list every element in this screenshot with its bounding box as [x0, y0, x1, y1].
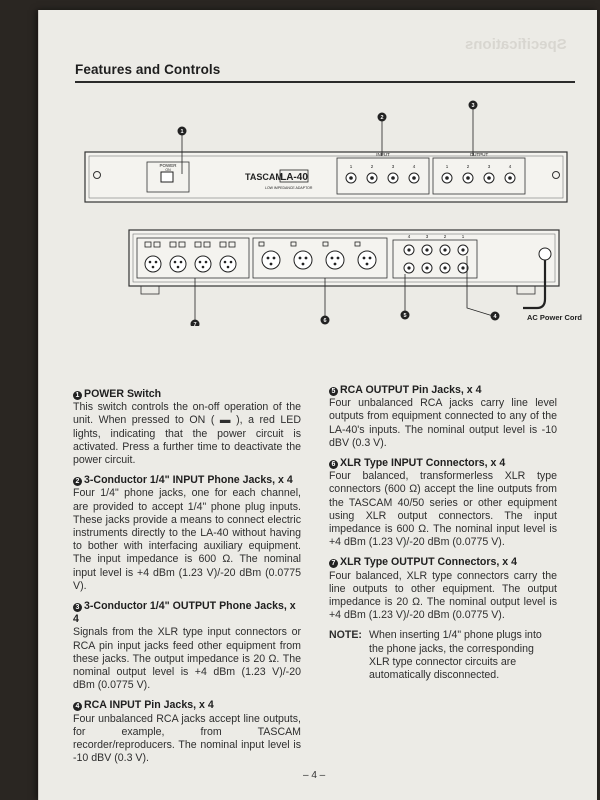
rear-jack-number: 3	[425, 234, 429, 239]
bleed-through-text: Specifications	[465, 36, 567, 53]
input-label: INPUT	[376, 152, 390, 157]
section-title-text: POWER Switch	[84, 388, 162, 400]
model-subtitle: LOW IMPEDANCE ADAPTOR	[265, 186, 313, 190]
section-title-text: 3-Conductor 1/4" INPUT Phone Jacks, x 4	[84, 474, 293, 487]
note-text: When inserting 1/4" phone plugs into the phone jacks, the corresponding XLR type connector circuits are automatically disconnected.	[369, 629, 542, 682]
brand-logo: TASCAM	[245, 172, 283, 182]
callout-bullet-icon: 2	[73, 477, 82, 486]
power-label: POWER	[159, 163, 177, 168]
ac-power-cord-label: AC Power Cord	[527, 313, 583, 322]
callout-number: 3	[471, 103, 475, 109]
section-title	[73, 699, 301, 712]
callout-number: 2	[380, 115, 384, 121]
device-diagram	[75, 94, 587, 326]
section-xlr-input	[329, 457, 557, 549]
jack-number: 1	[349, 164, 353, 169]
note-block	[329, 629, 557, 682]
section-body: Four 1/4" phone jacks, one for each channel, are provided to accept 1/4" phone plug inputs. These jacks provide a means to connect electric instruments directly to the LA-40 without having to bother with interfacing auxiliary equipment. The input impedance is 600 Ω. The nominal input level is +4 dBm (1.23 V)/-20 dBm (0.0775 V).	[73, 487, 301, 592]
left-column	[73, 388, 301, 772]
section-title	[329, 457, 557, 470]
section-body: Four balanced, transformerless XLR type connectors (600 Ω) accept the line outputs from the TASCAM 40/50 series or other equipment using XLR output connectors. The input impedance is 600 Ω. The nominal input level is +4 dBm (1.23 V)/-20 dBm (0.0775 V).	[329, 470, 557, 549]
callout-number: 1	[180, 129, 184, 135]
section-title-text: RCA INPUT Pin Jacks, x 4	[84, 699, 214, 712]
jack-number: 1	[445, 164, 449, 169]
manual-page	[38, 10, 597, 800]
section-rca-input	[73, 699, 301, 765]
rear-panel	[129, 230, 582, 322]
section-title-text: XLR Type INPUT Connectors, x 4	[340, 457, 506, 470]
callout-number: 6	[323, 318, 327, 324]
section-body: This switch controls the on-off operation of the unit. When pressed to ON ( ▬ ), a red LED lights, indicating that the power circuit is activated. Press a further time to deactivate the power circuit.	[73, 401, 301, 467]
callout-bullet-icon: 4	[73, 702, 82, 711]
section-title-text: RCA OUTPUT Pin Jacks, x 4	[340, 384, 482, 396]
rear-jack-number: 2	[443, 234, 447, 239]
callout-number: 7	[193, 322, 197, 326]
section-xlr-output	[329, 556, 557, 622]
callout-bullet-icon: 7	[329, 559, 338, 568]
rear-jack-number: 1	[461, 234, 465, 239]
note-label: NOTE:	[329, 629, 362, 642]
section-title	[73, 600, 301, 626]
jack-number: 4	[508, 164, 512, 169]
rear-jack-number: 4	[407, 234, 411, 239]
section-body: Four unbalanced RCA jacks accept line outputs, for example, from TASCAM recorder/reproducers. The nominal input level is -10 dBV (0.3 V).	[73, 712, 301, 765]
section-title	[73, 388, 301, 401]
section-body: Four unbalanced RCA jacks carry line level outputs from equipment connected to any of the LA-40's inputs. The nominal output level is -10 dBV (0.3 V).	[329, 397, 557, 449]
right-column	[329, 384, 557, 682]
model-name: LA-40	[280, 172, 308, 183]
front-panel	[85, 152, 567, 202]
ac-inlet-icon	[539, 248, 551, 260]
callout-number: 4	[493, 314, 497, 320]
output-label: OUTPUT	[469, 152, 489, 157]
section-title	[329, 384, 557, 397]
power-switch-icon	[161, 172, 173, 182]
jack-number: 2	[370, 164, 374, 169]
section-title	[329, 556, 557, 569]
section-input-phone-jacks	[73, 474, 301, 593]
callout-number: 5	[403, 313, 407, 319]
jack-number: 3	[487, 164, 491, 169]
title-underline	[75, 81, 575, 83]
page-number: – 4 –	[303, 770, 326, 781]
section-title-text: XLR Type OUTPUT Connectors, x 4	[340, 556, 517, 569]
jack-number: 3	[391, 164, 395, 169]
section-output-phone-jacks	[73, 600, 301, 692]
section-title-text: 3-Conductor 1/4" OUTPUT Phone Jacks, x 4	[73, 600, 296, 626]
jack-number: 2	[466, 164, 470, 169]
page-title: Features and Controls	[75, 62, 221, 77]
jack-number: 4	[412, 164, 416, 169]
section-body: Signals from the XLR type input connectors or RCA pin input jacks feed other equipment from these jacks. The output impedance is 20 Ω. The nominal output level is +4 dBm (1.23 V)/-20 dBm (0.0775 V).	[73, 626, 301, 692]
section-title	[73, 474, 301, 487]
callout-bullet-icon: 5	[329, 387, 338, 396]
callout-bullet-icon: 6	[329, 460, 338, 469]
power-sub-label: ON	[165, 168, 171, 172]
section-body: Four balanced, XLR type connectors carry the line outputs to other equipment. The output impedance is 20 Ω. The nominal output level is +4 dBm (1.23 V)/-20 dBm (0.0775 V).	[329, 569, 557, 622]
section-rca-output	[329, 384, 557, 450]
callout-bullet-icon: 1	[73, 391, 82, 400]
callout-bullet-icon: 3	[73, 603, 82, 612]
section-power-switch	[73, 388, 301, 467]
